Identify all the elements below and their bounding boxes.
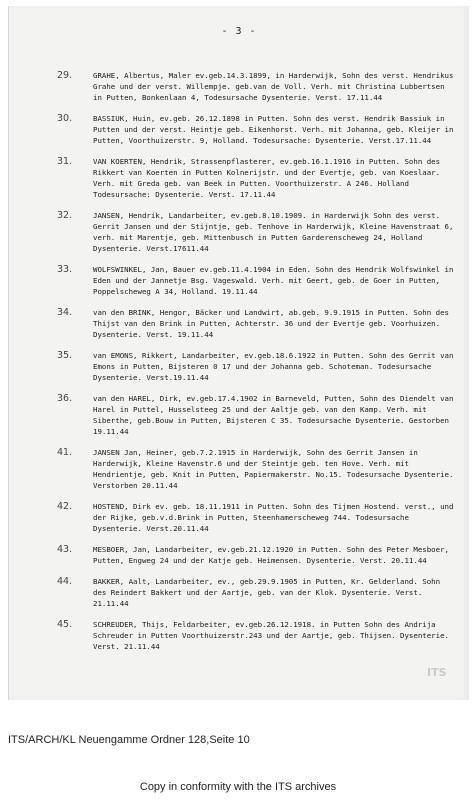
list-item bbox=[9, 576, 469, 609]
entry-number: 32. bbox=[57, 210, 73, 221]
entry-text: JANSEN, Hendrik, Landarbeiter, ev.geb.8.10.1909. in Harderwijk Sohn des verst. Gerrit Jansen und der Stijntje, geb. Tenhove in Harderwijk, Kleine Havenstraat 6, verh. mit Marentje, geb. Mittenbusch in Putten Garderenscheweg 24, Holland Dysenterie. Verst.17611.44 bbox=[93, 211, 458, 253]
entry-text: GRAHE, Albertus, Maler ev.geb.14.3.1899, in Harderwijk, Sohn des verst. Hendrikus Grahe und der verst. Willempje. geb.van de Voll. Verh. mit Christina Lubbertsen in Putten, Bonkenlaan 4, Todesursache Dysenterie. Verst. 17.11.44 bbox=[93, 71, 458, 102]
list-item bbox=[9, 210, 469, 254]
entry-text: BAKKER, Aalt, Landarbeiter, ev., geb.29.9.1905 in Putten, Kr. Gelderland. Sohn des Reindert Bakkert und der Aartje, geb. van der Klok. Dysenterie. Verst. 21.11.44 bbox=[93, 577, 445, 608]
list-item bbox=[9, 113, 469, 146]
list-item bbox=[9, 70, 469, 103]
entry-number: 34. bbox=[57, 307, 73, 318]
entry-number: 36. bbox=[57, 393, 73, 404]
entry-text: JANSEN Jan, Heiner, geb.7.2.1915 in Harderwijk, Sohn des Gerrit Jansen in Harderwijk, Kleine Havenstr.6 und der Steintje geb. ten Hove. Verh. mit Hendrientje, geb. Knit in Putten, Papiermakerstr. No.15. Todesursache Dysenterie. Verstorben 20.11.44 bbox=[93, 448, 458, 490]
list-item bbox=[9, 156, 469, 200]
list-item bbox=[9, 307, 469, 340]
entry-number: 31. bbox=[57, 156, 73, 167]
archive-footer: Copy in conformity with the ITS archives bbox=[139, 781, 337, 793]
archive-stamp: ITS bbox=[427, 666, 447, 679]
page-number: - 3 - bbox=[221, 26, 257, 37]
entry-number: 45. bbox=[57, 619, 73, 630]
entry-text: MESBOER, Jan, Landarbeiter, ev.geb.21.12.1920 in Putten. Sohn des Peter Mesboer, Putten, Engweg 24 und der Katje geb. Heimensen. Dysenterie. Verst. 20.11.44 bbox=[93, 545, 454, 565]
entry-number: 30. bbox=[57, 113, 73, 124]
entry-text: WOLFSWINKEL, Jan, Bauer ev.geb.11.4.1904 in Eden. Sohn des Hendrik Wolfswinkel in Eden und der Jannetje Bsg. Vageswald. Verh. mit Geert, geb. de Goer in Putten, Poppelscheweg A 34, Holland. 19.11.44 bbox=[93, 265, 458, 296]
entry-text: van den BRINK, Hengor, Bäcker und Landwirt, ab.geb. 9.9.1915 in Putten. Sohn des Thijst van den Brink in Putten, Achterstr. 36 und der Evertje geb. Voorhuizen. Dysenterie. Verst. 19.11.44 bbox=[93, 308, 454, 339]
entry-list bbox=[9, 70, 469, 662]
entry-text: van EMONS, Rikkert, Landarbeiter, ev.geb.18.6.1922 in Putten. Sohn des Gerrit van Emons in Putten, Bijsteren 0 17 und der Johanna geb. Schoteman. Todesursache Dysenterie. Verst.19.11.44 bbox=[93, 351, 458, 382]
list-item bbox=[9, 350, 469, 383]
entry-number: 29. bbox=[57, 70, 73, 81]
entry-text: van den HAREL, Dirk, ev.geb.17.4.1902 in Barneveld, Putten, Sohn des Diendelt van Harel in Puttel, Husselsteeg 25 und der Aaltje geb. van den Kamp. Verh. mit Siberthe, geb.Bouw in Putten, Bijsteren C 35. Todesursache Dysenterie. Gestorben 19.11.44 bbox=[93, 394, 458, 436]
entry-number: 33. bbox=[57, 264, 73, 275]
list-item bbox=[9, 619, 469, 652]
document-scan bbox=[8, 6, 469, 700]
entry-text: SCHREUDER, Thijs, Feldarbeiter, ev.geb.26.12.1918. in Putten Sohn des Andrija Schreuder in Putten Voorthuizerstr.243 und der Aartje, geb. Thijsen. Dysenterie. Verst. 21.11.44 bbox=[93, 620, 454, 651]
list-item bbox=[9, 264, 469, 297]
list-item bbox=[9, 447, 469, 491]
entry-text: HOSTEND, Dirk ev. geb. 18.11.1911 in Putten. Sohn des Tijmen Hostend. verst., und der Rijke, geb.v.d.Brink in Putten, Steenhamerscheweg 744. Todesursache Dysenterie. Verst.20.11.44 bbox=[93, 502, 458, 533]
list-item bbox=[9, 501, 469, 534]
entry-number: 44. bbox=[57, 576, 73, 587]
list-item bbox=[9, 393, 469, 437]
entry-number: 35. bbox=[57, 350, 73, 361]
entry-number: 42. bbox=[57, 501, 73, 512]
archive-reference: ITS/ARCH/KL Neuengamme Ordner 128,Seite 10 bbox=[8, 734, 250, 746]
list-item bbox=[9, 544, 469, 566]
entry-number: 41. bbox=[57, 447, 73, 458]
entry-text: VAN KOERTEN, Hendrik, Strassenpflasterer, ev.geb.16.1.1916 in Putten. Sohn des Rikkert van Koerten in Putten Kolnerijstr. und der Evertje, geb. van Koeslaar. Verh. mit Greda geb. van Beek in Putten. Voorthuizerstr. A 246. Holland Todesursache: Dysenterie. Verst. 17.11.44 bbox=[93, 157, 445, 199]
entry-text: BASSIUK, Huin, ev.geb. 26.12.1898 in Putten. Sohn des verst. Hendrik Bassiuk in Putten und der verst. Heintje geb. Eikenhorst. Verh. mit Johanna, geb. Kleijer in Putten, Voorthuizerstr. 9, Holland. Todesursache: Dysenterie. Verst.17.11.44 bbox=[93, 114, 458, 145]
entry-number: 43. bbox=[57, 544, 73, 555]
